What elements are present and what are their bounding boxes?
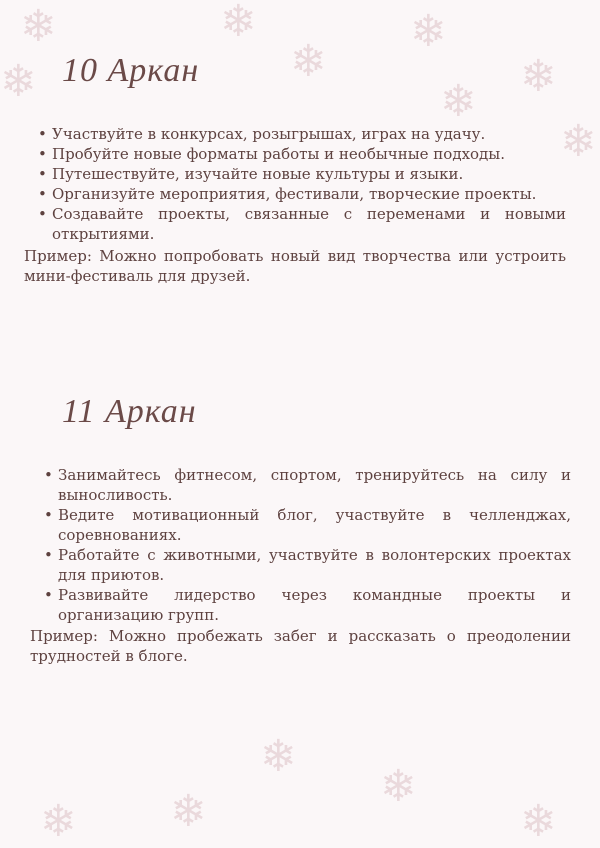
section-title: 10 Аркан (62, 52, 200, 89)
snowflake-icon: ❄ (170, 786, 207, 837)
list-item: • Занимайтесь фитнесом, спортом, тренируйтесь на силу и выносливость. (44, 465, 571, 505)
section-10-body (38, 124, 566, 244)
snowflake-icon: ❄ (440, 76, 477, 127)
snowflake-icon: ❄ (290, 36, 327, 87)
snowflake-icon: ❄ (380, 761, 417, 812)
snowflake-icon: ❄ (520, 796, 557, 847)
example-text: Пример: Можно пробежать забег и рассказать о преодолении трудностей в блоге. (30, 627, 571, 665)
snowflake-icon: ❄ (20, 1, 57, 52)
snowflake-icon: ❄ (520, 51, 557, 102)
list-item: • Участвуйте в конкурсах, розыгрышах, играх на удачу. (38, 124, 566, 144)
list-item: • Организуйте мероприятия, фестивали, творческие проекты. (38, 184, 566, 204)
bullet-list (44, 465, 571, 625)
snowflake-icon: ❄ (410, 6, 447, 57)
snowflake-icon: ❄ (0, 56, 37, 107)
snowflake-icon: ❄ (260, 731, 297, 782)
section-title: 11 Аркан (62, 393, 197, 430)
list-item: • Работайте с животными, участвуйте в волонтерских проектах для приютов. (44, 545, 571, 585)
example-text: Пример: Можно попробовать новый вид творчества или устроить мини-фестиваль для друзей. (24, 247, 566, 285)
list-item: • Путешествуйте, изучайте новые культуры и языки. (38, 164, 566, 184)
list-item: • Пробуйте новые форматы работы и необычные подходы. (38, 144, 566, 164)
snowflake-icon: ❄ (40, 796, 77, 847)
list-item: • Создавайте проекты, связанные с переменами и новыми открытиями. (38, 204, 566, 244)
section-11-body (44, 465, 571, 625)
bullet-list (38, 124, 566, 244)
list-item: • Ведите мотивационный блог, участвуйте в челленджах, соревнованиях. (44, 505, 571, 545)
snowflake-icon: ❄ (220, 0, 257, 47)
snowflake-icon: ❄ (560, 116, 597, 167)
list-item: • Развивайте лидерство через командные проекты и организацию групп. (44, 585, 571, 625)
